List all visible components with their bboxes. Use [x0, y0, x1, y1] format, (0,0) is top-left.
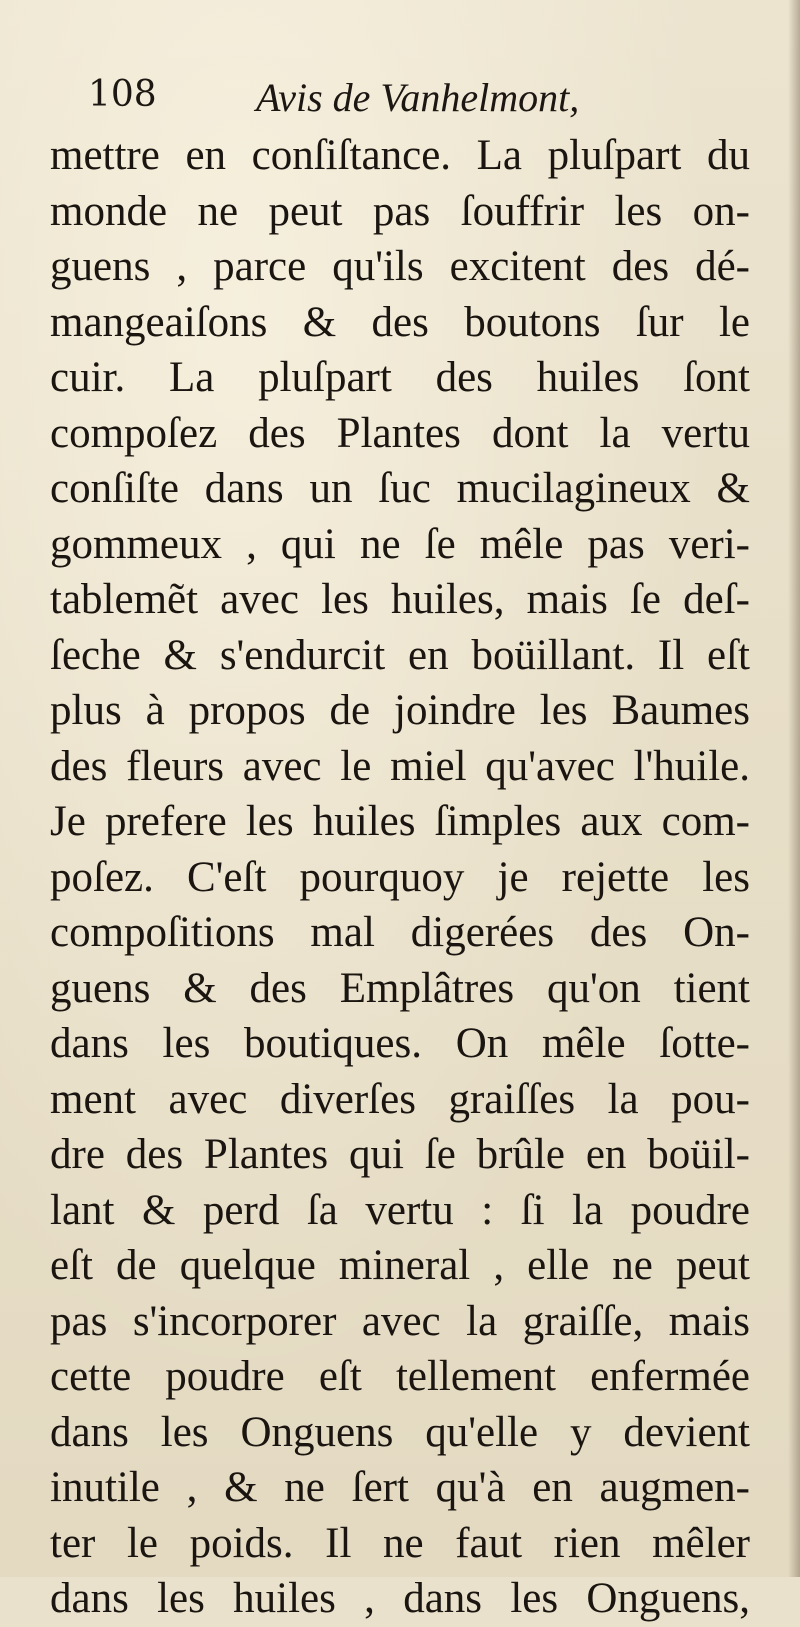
body-text — [50, 128, 750, 1627]
text-line: inutile , & ne ſert qu'à en augmen- — [50, 1464, 750, 1511]
text-line: poſez. C'eſt pourquoy je rejette les — [50, 853, 750, 901]
text-line: des fleurs avec le miel qu'avec l'huile. — [50, 742, 750, 790]
text-line: dans les huiles , dans les Onguens, — [50, 1575, 750, 1622]
text-line: dans les Onguens qu'elle y devient — [50, 1408, 750, 1456]
text-line: mettre en conſiſtance. La pluſpart du — [50, 132, 750, 179]
running-head — [88, 74, 728, 124]
text-line: plus à propos de joindre les Baumes — [50, 687, 750, 734]
text-line: ment avec diverſes graiſſes la pou- — [50, 1075, 750, 1123]
text-line: compoſez des Plantes dont la vertu — [50, 409, 750, 457]
text-line: lant & perd ſa vertu : ſi la poudre — [50, 1186, 750, 1234]
text-line: monde ne peut pas ſouffrir les on- — [50, 187, 750, 235]
text-line: ſeche & s'endurcit en boüillant. Il eſt — [50, 631, 750, 679]
text-line: cette poudre eſt tellement enfermée — [50, 1353, 750, 1400]
text-line: conſiſte dans un ſuc mucilagineux & — [50, 465, 750, 512]
text-line: guens & des Emplâtres qu'on tient — [50, 964, 750, 1012]
text-line: dre des Plantes qui ſe brûle en boüil- — [50, 1131, 750, 1178]
text-line: dans les boutiques. On mêle ſotte- — [50, 1020, 750, 1067]
text-line: tablemẽt avec les huiles, mais ſe deſ- — [50, 576, 750, 623]
text-line: cuir. La pluſpart des huiles ſont — [50, 354, 750, 401]
text-line: Je prefere les huiles ſimples aux com- — [50, 798, 750, 845]
text-line: mangeaiſons & des boutons ſur le — [50, 298, 750, 346]
page-number: 108 — [88, 74, 157, 115]
running-title: Avis de Vanhelmont, — [256, 75, 580, 120]
text-line: guens , parce qu'ils excitent des dé- — [50, 243, 750, 290]
text-line: ter le poids. Il ne faut rien mêler — [50, 1519, 750, 1567]
text-line: eſt de quelque mineral , elle ne peut — [50, 1242, 750, 1289]
text-line: compoſitions mal digerées des On- — [50, 909, 750, 956]
text-line: pas s'incorporer avec la graiſſe, mais — [50, 1297, 750, 1345]
page-edge-shadow — [788, 0, 800, 1577]
text-line: gommeux , qui ne ſe mêle pas veri- — [50, 520, 750, 568]
